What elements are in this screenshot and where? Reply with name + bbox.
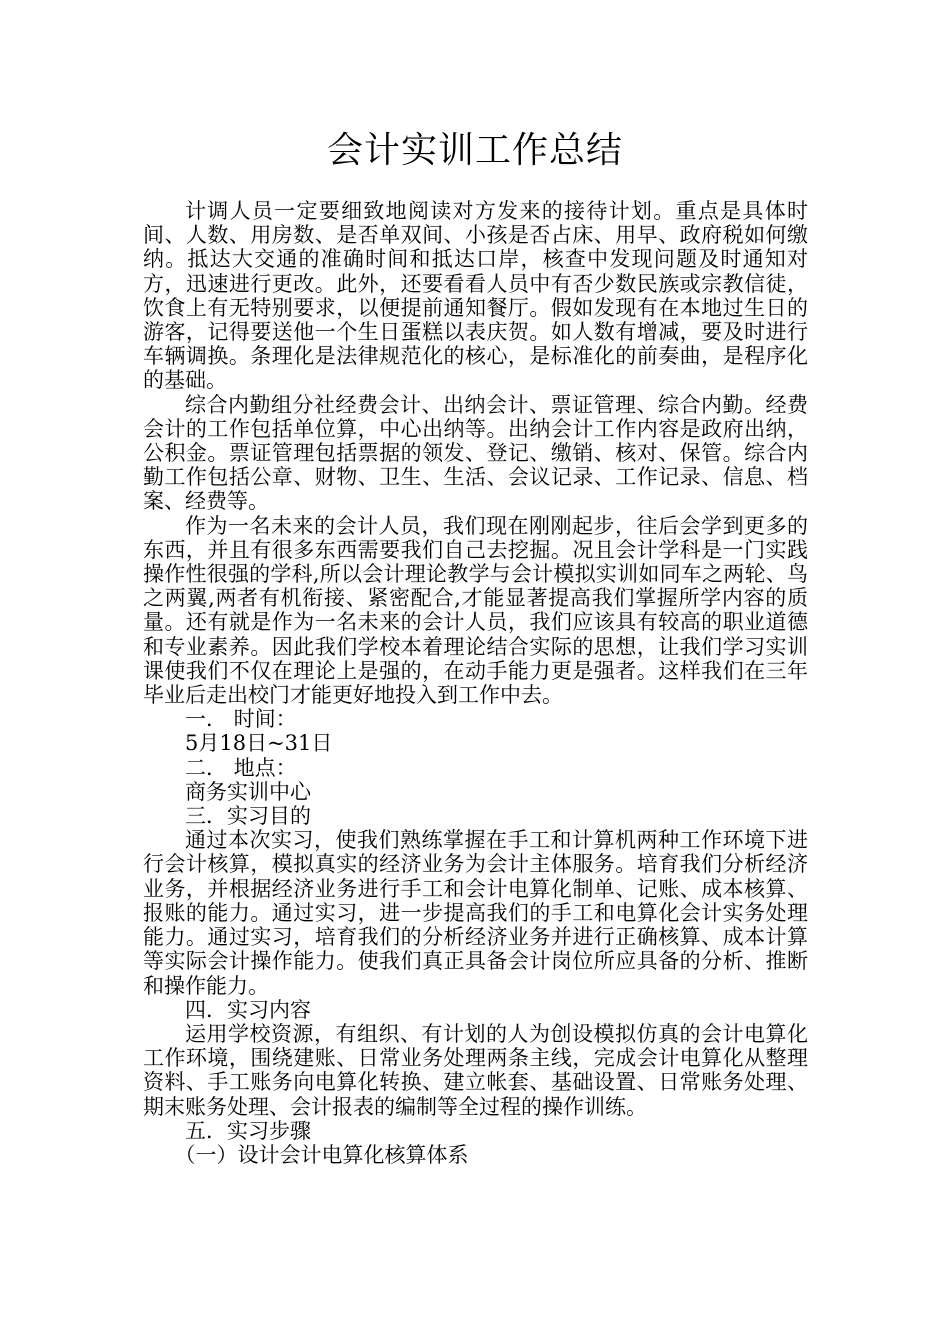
paragraph-internal-affairs: 综合内勤组分社经费会计、出纳会计、票证管理、综合内勤。经费会计的工作包括单位算，中心出纳等。出纳会计工作内容是政府出纳，公积金。票证管理包括票据的领发、登记、缴销、核对、保管。综合内勤工作包括公章、财物、卫生、生活、会议记录、工作记录、信息、档案、经费等。 [143, 392, 808, 514]
paragraph-reception-plan: 计调人员一定要细致地阅读对方发来的接待计划。重点是具体时间、人数、用房数、是否单双间、小孩是否占床、用早、政府税如何缴纳。抵达大交通的准确时间和抵达口岸，核查中发现问题及时通知对方，迅速进行更改。此外，还要看看人员中有否少数民族或宗教信徒，饮食上有无特别要求，以便提前通知餐厅。假如发现有在本地过生日的游客，记得要送他一个生日蛋糕以表庆贺。如人数有增减，要及时进行车辆调换。条理化是法律规范化的核心，是标准化的前奏曲，是程序化的基础。 [143, 199, 808, 393]
heading-internship-purpose: 三．实习目的 [185, 804, 311, 829]
time-value: 5月18日~31日 [185, 731, 333, 756]
heading-internship-content: 四．实习内容 [185, 997, 311, 1022]
paragraph-internship-content: 运用学校资源，有组织、有计划的人为创设模拟仿真的会计电算化工作环境，围绕建账、日常业务处理两条主线，完成会计电算化从整理资料、手工账务向电算化转换、建立帐套、基础设置、日常账务处理、期末账务处理、会计报表的编制等全过程的操作训练。 [143, 1021, 808, 1119]
document-title: 会计实训工作总结 [326, 130, 623, 171]
heading-time: 一． 时间： [185, 707, 297, 732]
heading-location: 二． 地点： [185, 755, 297, 780]
location-value: 商务实训中心 [185, 779, 311, 804]
paragraph-internship-purpose: 通过本次实习，使我们熟练掌握在手工和计算机两种工作环境下进行会计核算，模拟真实的经济业务为会计主体服务。培育我们分析经济业务，并根据经济业务进行手工和会计电算化制单、记账、成本核算、报账的能力。通过实习，进一步提高我们的手工和电算化会计实务处理能力。通过实习，培育我们的分析经济业务并进行正确核算、成本计算等实际会计操作能力。使我们真正具备会计岗位所应具备的分析、推断和操作能力。 [143, 828, 808, 998]
paragraph-future-accountant: 作为一名未来的会计人员，我们现在刚刚起步，往后会学到更多的东西，并且有很多东西需要我们自己去挖掘。况且会计学科是一门实践操作性很强的学科,所以会计理论教学与会计模拟实训如同车之两轮、鸟之两翼,两者有机衔接、紧密配合,才能显著提高我们掌握所学内容的质量。还有就是作为一名未来的会计人员，我们应该具有较高的职业道德和专业素养。因此我们学校本着理论结合实际的思想，让我们学习实训课使我们不仅在理论上是强的，在动手能力更是强者。这样我们在三年毕业后走出校门才能更好地投入到工作中去。 [143, 513, 808, 708]
document-body [143, 199, 808, 1167]
subheading-design-system: （一）设计会计电算化核算体系 [174, 1142, 469, 1167]
heading-internship-steps: 五．实习步骤 [185, 1118, 311, 1143]
